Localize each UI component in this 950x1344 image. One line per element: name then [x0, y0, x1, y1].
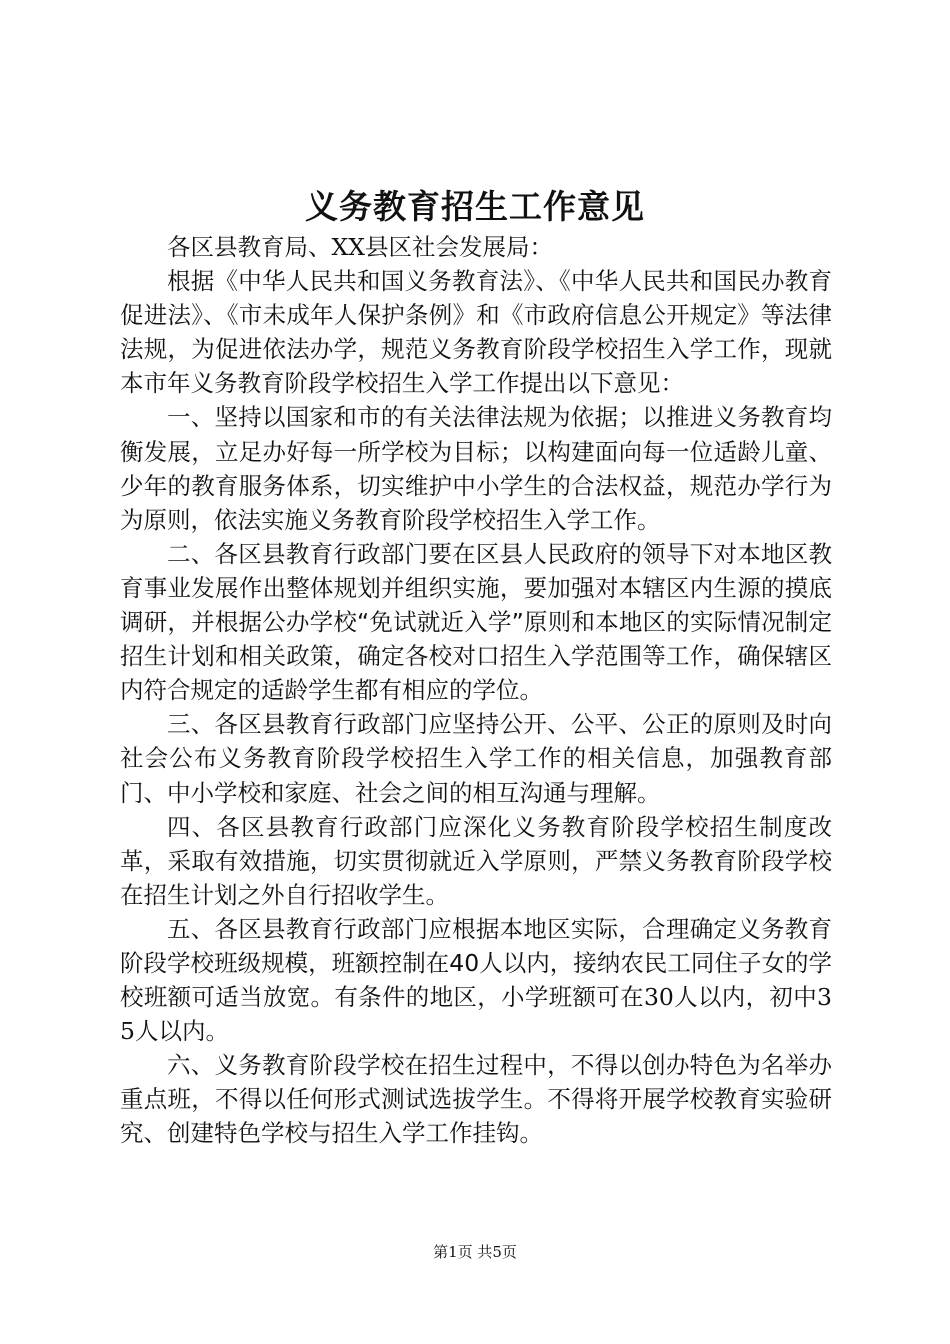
- item-5-paragraph: [120, 912, 832, 1048]
- salutation: 各区县教育局、XX县区社会发展局：: [167, 233, 553, 261]
- item-5-tail: 有条件的地区，小学班额可在30人以内，初中35人以内。: [120, 983, 833, 1046]
- document-title: 义务教育招生工作意见: [305, 187, 645, 226]
- item-6-tail: 不得将开展学校教育实验研究、创建特色学校与招生入学工作挂钩。: [120, 1085, 833, 1148]
- item-1-paragraph: [120, 400, 832, 536]
- document-body: [120, 230, 832, 1151]
- item-1-text: 一、坚持以国家和市的有关法律法规为依据；以推进义务教育均衡发展，立足办好每一所学校为目标；以构建面向每一位适龄儿童、少年的教育服务体系，切实维护中小学生的合法权益，规范办学行为为原则，依法实施义务教育阶段学校招生入学工作。: [120, 403, 832, 534]
- item-3-text: 三、各区县教育行政部门应坚持公开、公平、公正的原则及时向社会公布义务教育阶段学校招生入学工作的相关信息，加强教育部门、中小学校和家庭、社会之间的相互沟通与理解。: [120, 710, 832, 807]
- item-6-paragraph: [120, 1048, 832, 1150]
- item-3-paragraph: [120, 707, 832, 809]
- item-6-text: 六、义务教育阶段学校在招生过程中，不得以创办特色为名举办重点班，不得以任何形式测试选拔学生。: [120, 1051, 832, 1114]
- item-2-text: 二、各区县教育行政部门要在区县人民政府的领导下对本地区教育事业发展作出整体规划并组织实施，要加强对本辖区内生源的摸底调研，并根据公办学校“免试就近入学”原则和本地区的实际情况制定招生计划和相关政策，确定各校对口招生入学范围等工作，确保辖区内符合规定的适龄学生都有相应的学位。: [120, 539, 832, 705]
- item-4-paragraph: [120, 810, 832, 912]
- intro-paragraph: 根据《中华人民共和国义务教育法》、《中华人民共和国民办教育促进法》、《市未成年人保护条例》和《市政府信息公开规定》等法律法规，为促进依法办学，规范义务教育阶段学校招生入学工作，现就本市年义务教育阶段学校招生入学工作提出以下意见：: [120, 267, 832, 398]
- page-footer: 第1页 共5页: [433, 1243, 517, 1261]
- item-2-paragraph: [120, 537, 832, 707]
- item-5-text: 五、各区县教育行政部门应根据本地区实际，合理确定义务教育阶段学校班级规模，班额控制在40人以内，接纳农民工同住子女的学校班额可适当放宽。: [120, 914, 832, 1012]
- item-4-text: 四、各区县教育行政部门应深化义务教育阶段学校招生制度改革，采取有效措施，切实贯彻就近入学原则，严禁义务教育阶段学校在招生计划之外自行招收学生。: [120, 812, 832, 909]
